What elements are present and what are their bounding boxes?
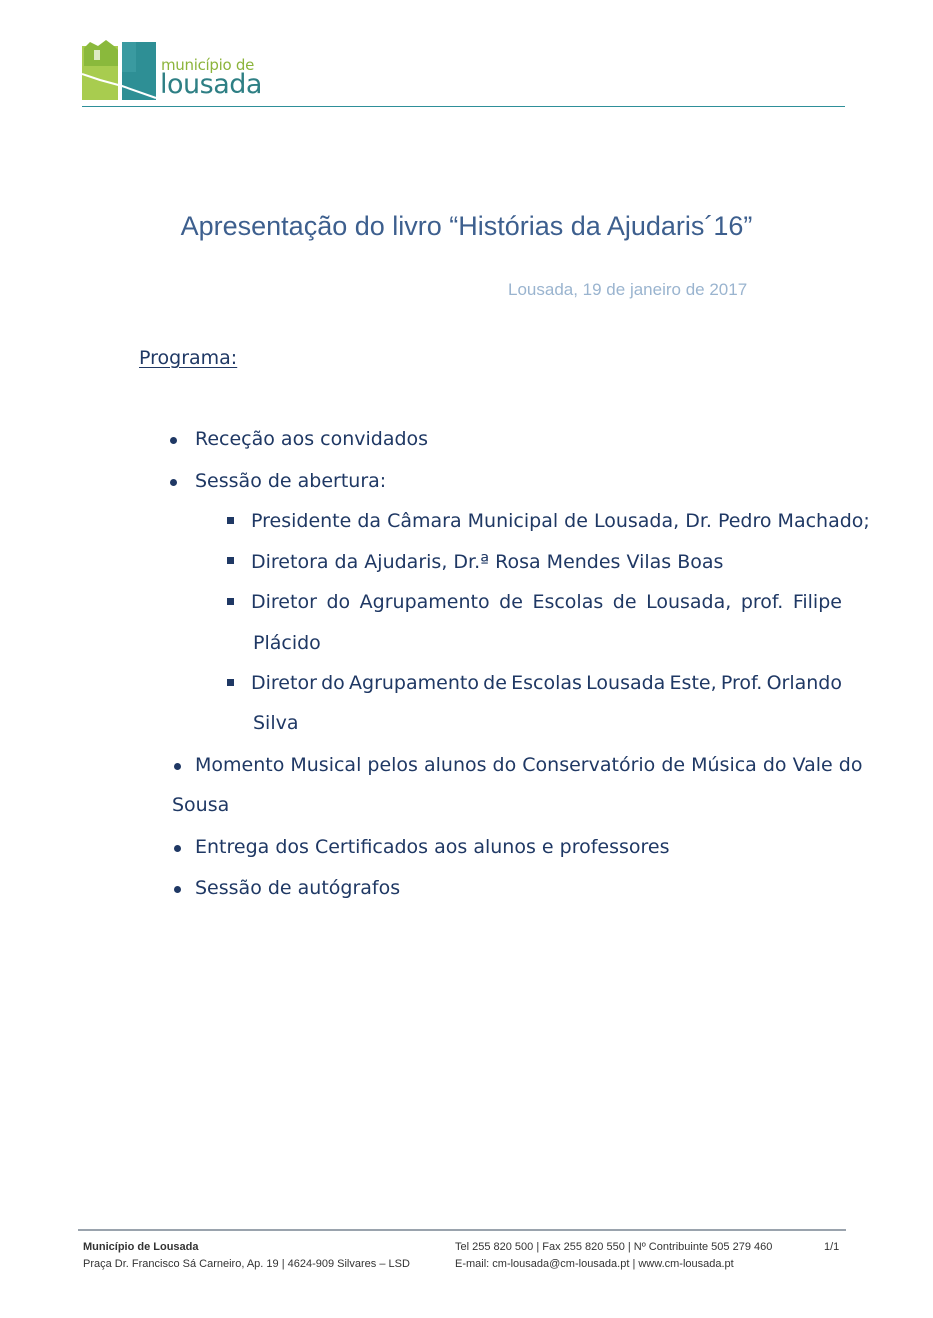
word: de bbox=[612, 591, 637, 613]
program-subitem-diretora: Diretora da Ajudaris, Dr.ª Rosa Mendes Vilas Boas bbox=[251, 551, 724, 573]
program-item-sessao-abertura: Sessão de abertura: bbox=[195, 470, 387, 492]
program-item-entrega-certificados: Entrega dos Certificados aos alunos e professores bbox=[195, 836, 670, 858]
logo-teal-accent bbox=[122, 42, 136, 72]
footer-organization: Município de Lousada bbox=[83, 1241, 199, 1253]
program-subitem-diretor-agrupamento-este bbox=[251, 672, 842, 694]
header-divider bbox=[82, 106, 845, 107]
word: Orlando bbox=[766, 672, 842, 694]
bullet-icon bbox=[170, 479, 177, 486]
logo-text-small: município de bbox=[161, 56, 254, 74]
bullet-icon bbox=[170, 437, 177, 444]
word: Diretor bbox=[251, 672, 317, 694]
bullet-icon bbox=[174, 886, 181, 893]
footer-contacts: Tel 255 820 500 | Fax 255 820 550 | Nº Contribuinte 505 279 460 bbox=[455, 1241, 773, 1253]
program-item-momento-musical: Momento Musical pelos alunos do Conservatório de Música do Vale do bbox=[195, 754, 863, 776]
program-subitem-presidente: Presidente da Câmara Municipal de Lousada, Dr. Pedro Machado; bbox=[251, 510, 870, 532]
square-bullet-icon bbox=[227, 557, 234, 564]
word: Lousada bbox=[586, 672, 666, 694]
footer-address: Praça Dr. Francisco Sá Carneiro, Ap. 19 | 4624-909 Silvares – LSD bbox=[83, 1258, 410, 1270]
word: Prof. bbox=[720, 672, 763, 694]
footer-page-number: 1/1 bbox=[824, 1241, 840, 1253]
word: Escolas bbox=[511, 672, 582, 694]
footer-email-web: E-mail: cm-lousada@cm-lousada.pt | www.cm-lousada.pt bbox=[455, 1258, 734, 1270]
word: de bbox=[499, 591, 523, 613]
logo-green-top bbox=[84, 40, 118, 66]
word: Este, bbox=[669, 672, 717, 694]
word: de bbox=[483, 672, 507, 694]
footer-divider bbox=[78, 1229, 846, 1231]
programa-heading: Programa: bbox=[139, 347, 238, 369]
document-date: Lousada, 19 de janeiro de 2017 bbox=[508, 280, 748, 299]
program-subitem-diretor-agrupamento-lousada bbox=[251, 591, 842, 613]
word: Escolas bbox=[532, 591, 604, 613]
program-item-continuation: Sousa bbox=[172, 794, 230, 816]
logo-window bbox=[94, 50, 100, 60]
word: Agrupamento bbox=[349, 672, 479, 694]
square-bullet-icon bbox=[227, 517, 234, 524]
word: Agrupamento bbox=[359, 591, 490, 613]
document-title: Apresentação do livro “Histórias da Ajudaris´16” bbox=[180, 211, 753, 241]
bullet-icon bbox=[174, 763, 181, 770]
program-item-rececao: Receção aos convidados bbox=[195, 428, 429, 450]
program-item-sessao-autografos: Sessão de autógrafos bbox=[195, 877, 401, 899]
word: Lousada, bbox=[646, 591, 732, 613]
logo-text-big: lousada bbox=[160, 69, 262, 100]
bullet-icon bbox=[174, 845, 181, 852]
word: Diretor bbox=[251, 591, 317, 613]
square-bullet-icon bbox=[227, 679, 234, 686]
word: do bbox=[326, 591, 351, 613]
word: Filipe bbox=[792, 591, 842, 613]
word: prof. bbox=[740, 591, 784, 613]
word: do bbox=[321, 672, 345, 694]
square-bullet-icon bbox=[227, 598, 234, 605]
program-subitem-continuation: Silva bbox=[253, 712, 299, 734]
program-subitem-continuation: Plácido bbox=[253, 632, 321, 654]
